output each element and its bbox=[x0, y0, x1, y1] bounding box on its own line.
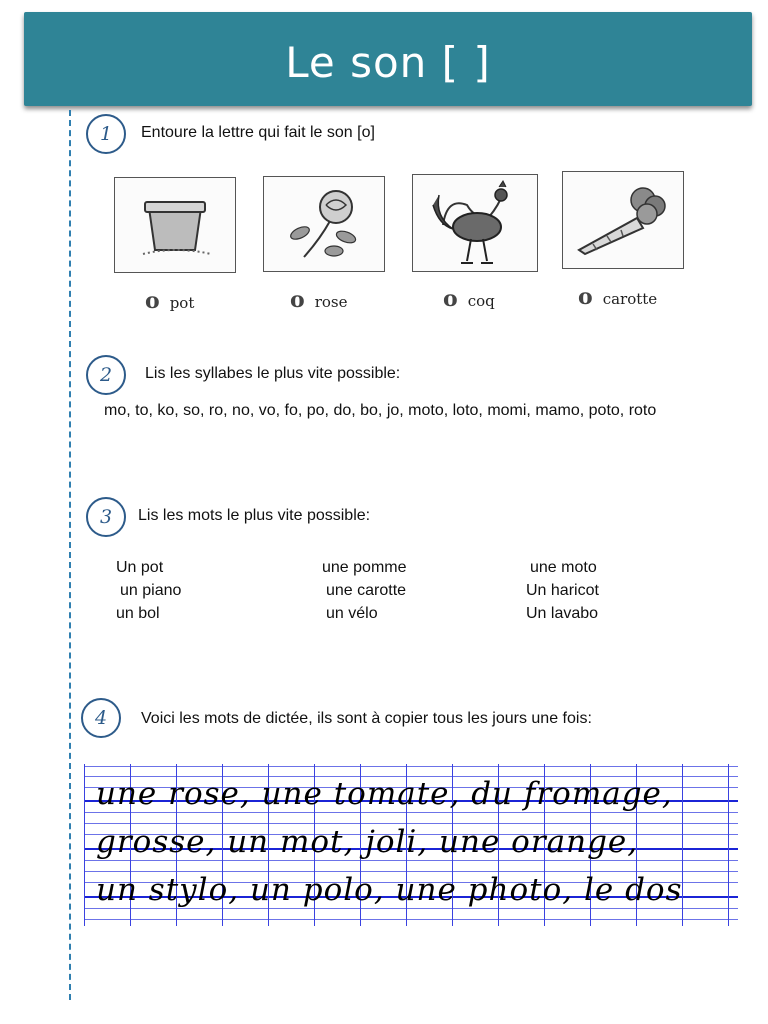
word-item: une pomme bbox=[322, 559, 407, 576]
title-banner bbox=[24, 12, 752, 106]
pot-label bbox=[145, 288, 194, 314]
rose-icon bbox=[264, 177, 384, 271]
pot-picture bbox=[114, 177, 236, 273]
exercise-2-instruction: Lis les syllabes le plus vite possible: bbox=[145, 365, 401, 382]
rose-picture bbox=[263, 176, 385, 272]
dictation-line: un stylo, un polo, une photo, le dos bbox=[96, 872, 683, 908]
word-item: Un pot bbox=[116, 559, 164, 576]
coq-letter[interactable]: o bbox=[443, 286, 458, 312]
exercise-1-number: 1 bbox=[86, 114, 126, 154]
rooster-icon bbox=[413, 175, 537, 271]
syllables-line: mo, to, ko, so, ro, no, vo, fo, po, do, bo, jo, moto, loto, momi, mamo, poto, roto bbox=[104, 402, 657, 419]
carrot-picture bbox=[562, 171, 684, 269]
exercise-4-instruction: Voici les mots de dictée, ils sont à copier tous les jours une fois: bbox=[141, 710, 592, 727]
word-item: Un haricot bbox=[526, 582, 599, 599]
word-item: un vélo bbox=[326, 605, 378, 622]
exercise-2-number: 2 bbox=[86, 355, 126, 395]
carotte-word: carotte bbox=[602, 290, 658, 308]
word-item: une moto bbox=[530, 559, 597, 576]
word-item: Un lavabo bbox=[526, 605, 599, 622]
carrot-icon bbox=[563, 172, 683, 268]
exercise-1-instruction: Entoure la lettre qui fait le son [o] bbox=[141, 124, 375, 141]
pot-word: pot bbox=[169, 294, 195, 312]
coq-word: coq bbox=[467, 292, 495, 310]
word-item: un bol bbox=[116, 605, 160, 622]
carotte-letter[interactable]: o bbox=[578, 284, 593, 310]
exercise-4-number: 4 bbox=[81, 698, 121, 738]
exercise-3-instruction: Lis les mots le plus vite possible: bbox=[138, 507, 371, 524]
flower-pot-icon bbox=[115, 178, 235, 272]
carotte-label bbox=[578, 284, 657, 310]
rose-word: rose bbox=[314, 293, 348, 311]
coq-label bbox=[443, 286, 495, 312]
word-item: une carotte bbox=[326, 582, 407, 599]
word-item: un piano bbox=[120, 582, 182, 599]
dictation-line: grosse, un mot, joli, une orange, bbox=[96, 824, 639, 860]
page-title: Le son [ ] bbox=[285, 38, 491, 87]
dictation-line: une rose, une tomate, du fromage, bbox=[96, 776, 673, 812]
rose-letter[interactable]: o bbox=[290, 287, 305, 313]
exercise-3-number: 3 bbox=[86, 497, 126, 537]
rooster-picture bbox=[412, 174, 538, 272]
margin-line bbox=[69, 110, 71, 1000]
pot-letter[interactable]: o bbox=[145, 288, 160, 314]
rose-label bbox=[290, 287, 347, 313]
